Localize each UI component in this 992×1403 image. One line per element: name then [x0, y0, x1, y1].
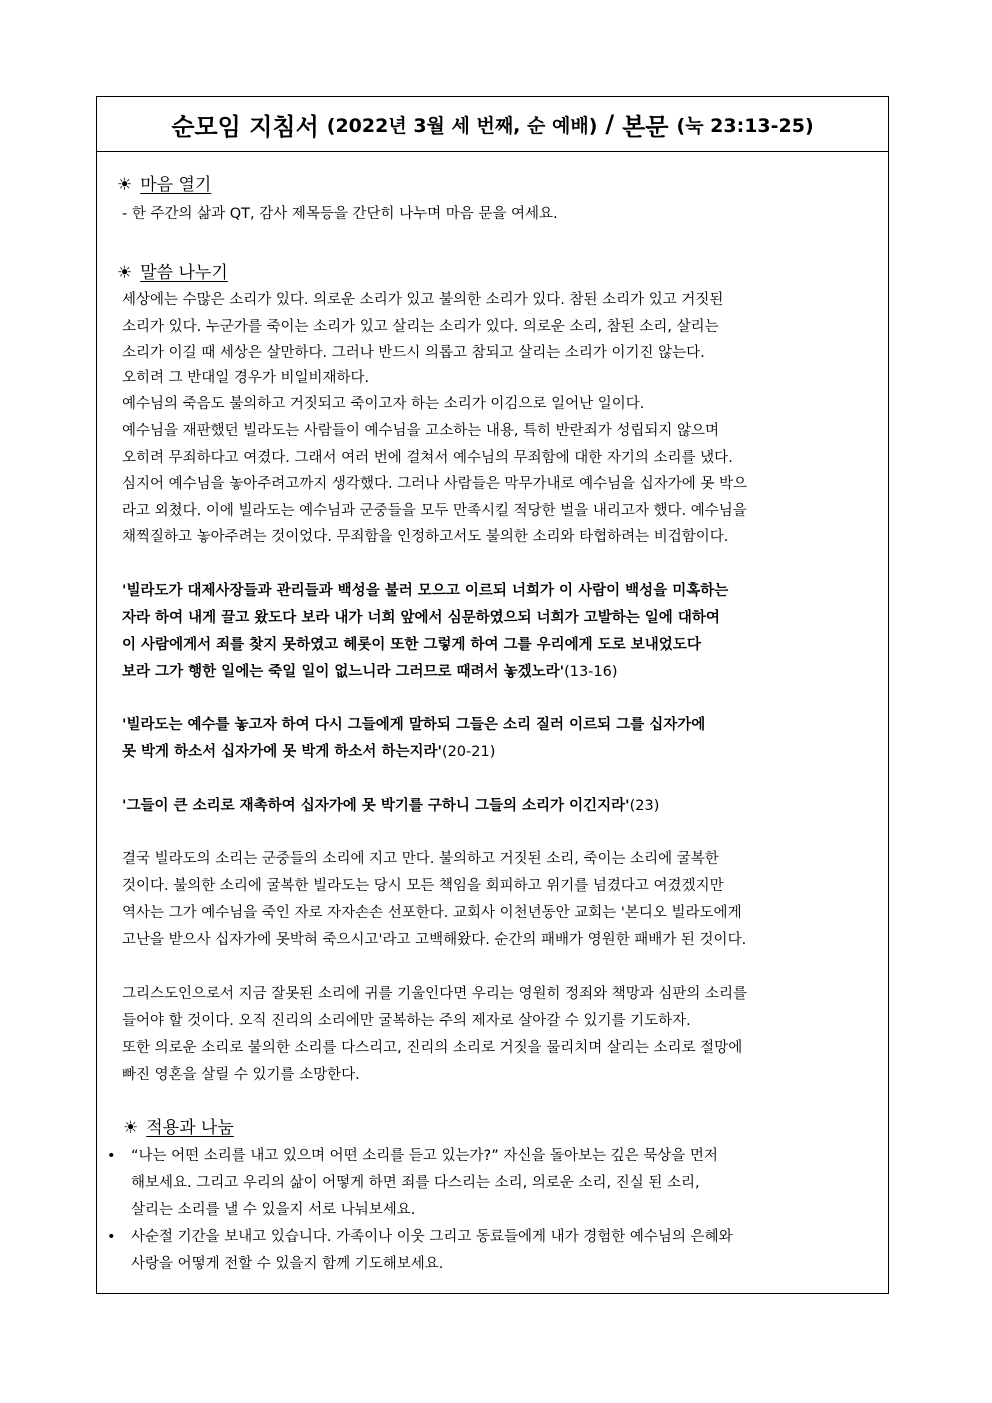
bullet-continuation: 사랑을 어떻게 전할 수 있을지 함께 기도해보세요.	[131, 1256, 444, 1272]
paragraph-line: 또한 의로운 소리로 불의한 소리를 다스리고, 진리의 소리로 거짓을 물리치며 살리는 소리로 절망에	[122, 1040, 743, 1056]
bullet-item	[107, 1146, 718, 1166]
bullet-continuation: 살리는 소리를 낼 수 있을지 서로 나눠보세요.	[131, 1202, 416, 1218]
open-instruction: - 한 주간의 삶과 QT, 감사 제목등을 간단히 나누며 마음 문을 여세요.	[122, 206, 558, 222]
bullet-text: “나는 어떤 소리를 내고 있으며 어떤 소리를 듣고 있는가?” 자신을 돌아보는 깊은 묵상을 먼저	[131, 1148, 718, 1164]
scripture-text: '빌라도가 대제사장들과 관리들과 백성을 불러 모으고 이르되 너희가 이 사람이 백성을 미혹하는	[122, 583, 729, 599]
scripture-text: '빌라도는 예수를 놓고자 하여 다시 그들에게 말하되 그들은 소리 질러 이르되 그를 십자가에	[122, 717, 706, 733]
paragraph-line: 빠진 영혼을 살릴 수 있기를 소망한다.	[122, 1067, 360, 1083]
paragraph-line: 오히려 그 반대일 경우가 비일비재하다.	[122, 370, 370, 386]
bullet-text: 사순절 기간을 보내고 있습니다. 가족이나 이웃 그리고 동료들에게 내가 경험한 예수님의 은혜와	[131, 1229, 733, 1245]
section-heading-word	[117, 262, 228, 284]
document-title: 순모임 지침서	[171, 112, 319, 141]
scripture-quote-line	[122, 581, 728, 601]
title-bar	[97, 97, 888, 152]
section-heading-text: 말씀 나누기	[140, 263, 228, 283]
scripture-ref: (23)	[629, 798, 660, 814]
paragraph-line: 결국 빌라도의 소리는 군중들의 소리에 지고 만다. 불의하고 거짓된 소리, 죽이는 소리에 굴복한	[122, 851, 719, 867]
paragraph-line: 것이다. 불의한 소리에 굴복한 빌라도는 당시 모든 책임을 회피하고 위기를 넘겼다고 여겼겠지만	[122, 878, 724, 894]
paragraph-line: 예수님을 재판했던 빌라도는 사람들이 예수님을 고소하는 내용, 특히 반란죄가 성립되지 않으며	[122, 423, 719, 439]
document-frame	[96, 96, 889, 1294]
scripture-quote-line	[122, 742, 495, 762]
paragraph-line: 오히려 무죄하다고 여겼다. 그래서 여러 번에 걸쳐서 예수님의 무죄함에 대한 자기의 소리를 냈다.	[122, 450, 733, 466]
scripture-text: '그들이 큰 소리로 재촉하여 십자가에 못 박기를 구하니 그들의 소리가 이긴지라'	[122, 798, 630, 814]
paragraph-line: 소리가 이길 때 세상은 살만하다. 그러나 반드시 의롭고 참되고 살리는 소리가 이기진 않는다.	[122, 345, 705, 361]
bullet-continuation: 해보세요. 그리고 우리의 삶이 어떻게 하면 죄를 다스리는 소리, 의로운 소리, 진실 된 소리,	[131, 1175, 700, 1191]
scripture-ref: (20-21)	[441, 744, 496, 760]
sun-icon: ☀	[117, 175, 133, 195]
sun-icon: ☀	[123, 1118, 139, 1138]
paragraph-line: 라고 외쳤다. 이에 빌라도는 예수님과 군중들을 모두 만족시킬 적당한 벌을 내리고자 했다. 예수님을	[122, 503, 747, 519]
paragraph-line: 세상에는 수많은 소리가 있다. 의로운 소리가 있고 불의한 소리가 있다. 참된 소리가 있고 거짓된	[122, 292, 724, 308]
bullet-icon: •	[107, 1229, 116, 1245]
paragraph-line: 그리스도인으로서 지금 잘못된 소리에 귀를 기울인다면 우리는 영원히 정죄와 책망과 심판의 소리를	[122, 986, 747, 1002]
scripture-text: 자라 하여 내게 끌고 왔도다 보라 내가 너희 앞에서 심문하였으되 너희가 고발하는 일에 대하여	[122, 610, 720, 626]
paragraph-line: 들어야 할 것이다. 오직 진리의 소리에만 굴복하는 주의 제자로 살아갈 수 있기를 기도하자.	[122, 1013, 691, 1029]
paragraph-line: 채찍질하고 놓아주려는 것이었다. 무죄함을 인정하고서도 불의한 소리와 타협하려는 비겁함이다.	[122, 529, 729, 545]
bullet-icon: •	[107, 1148, 116, 1164]
sun-icon: ☀	[117, 263, 133, 283]
title-separator: /	[605, 110, 615, 138]
scripture-quote-line	[122, 635, 701, 655]
scripture-quote-line	[122, 796, 659, 816]
passage-label: 본문	[622, 112, 669, 141]
section-heading-text: 마음 열기	[140, 175, 212, 195]
bullet-item	[107, 1227, 733, 1247]
scripture-quote-line	[122, 715, 705, 735]
section-heading-text: 적용과 나눔	[146, 1118, 234, 1138]
scripture-quote-line	[122, 608, 720, 628]
scripture-ref: (13-16)	[564, 664, 618, 680]
scripture-text: 보라 그가 행한 일에는 죽일 일이 없느니라 그러므로 때려서 놓겠노라'	[122, 664, 565, 680]
passage-reference: (눅 23:13-25)	[676, 114, 814, 137]
paragraph-line: 예수님의 죽음도 불의하고 거짓되고 죽이고자 하는 소리가 이김으로 일어난 일이다.	[122, 396, 645, 412]
scripture-text: 이 사람에게서 죄를 찾지 못하였고 헤롯이 또한 그렇게 하여 그를 우리에게 도로 보내었도다	[122, 637, 701, 653]
paragraph-line: 심지어 예수님을 놓아주려고까지 생각했다. 그러나 사람들은 막무가내로 예수님을 십자가에 못 박으	[122, 476, 747, 492]
document-subtitle: (2022년 3월 세 번째, 순 예배)	[326, 114, 598, 137]
section-heading-open	[117, 174, 211, 196]
paragraph-line: 소리가 있다. 누군가를 죽이는 소리가 있고 살리는 소리가 있다. 의로운 소리, 참된 소리, 살리는	[122, 319, 719, 335]
scripture-quote-line	[122, 662, 618, 682]
section-heading-apply	[123, 1117, 234, 1139]
paragraph-line: 고난을 받으사 십자가에 못박혀 죽으시고'라고 고백해왔다. 순간의 패배가 영원한 패배가 된 것이다.	[122, 932, 747, 948]
paragraph-line: 역사는 그가 예수님을 죽인 자로 자자손손 선포한다. 교회사 이천년동안 교회는 '본디오 빌라도에게	[122, 905, 742, 921]
scripture-text: 못 박게 하소서 십자가에 못 박게 하소서 하는지라'	[122, 744, 442, 760]
